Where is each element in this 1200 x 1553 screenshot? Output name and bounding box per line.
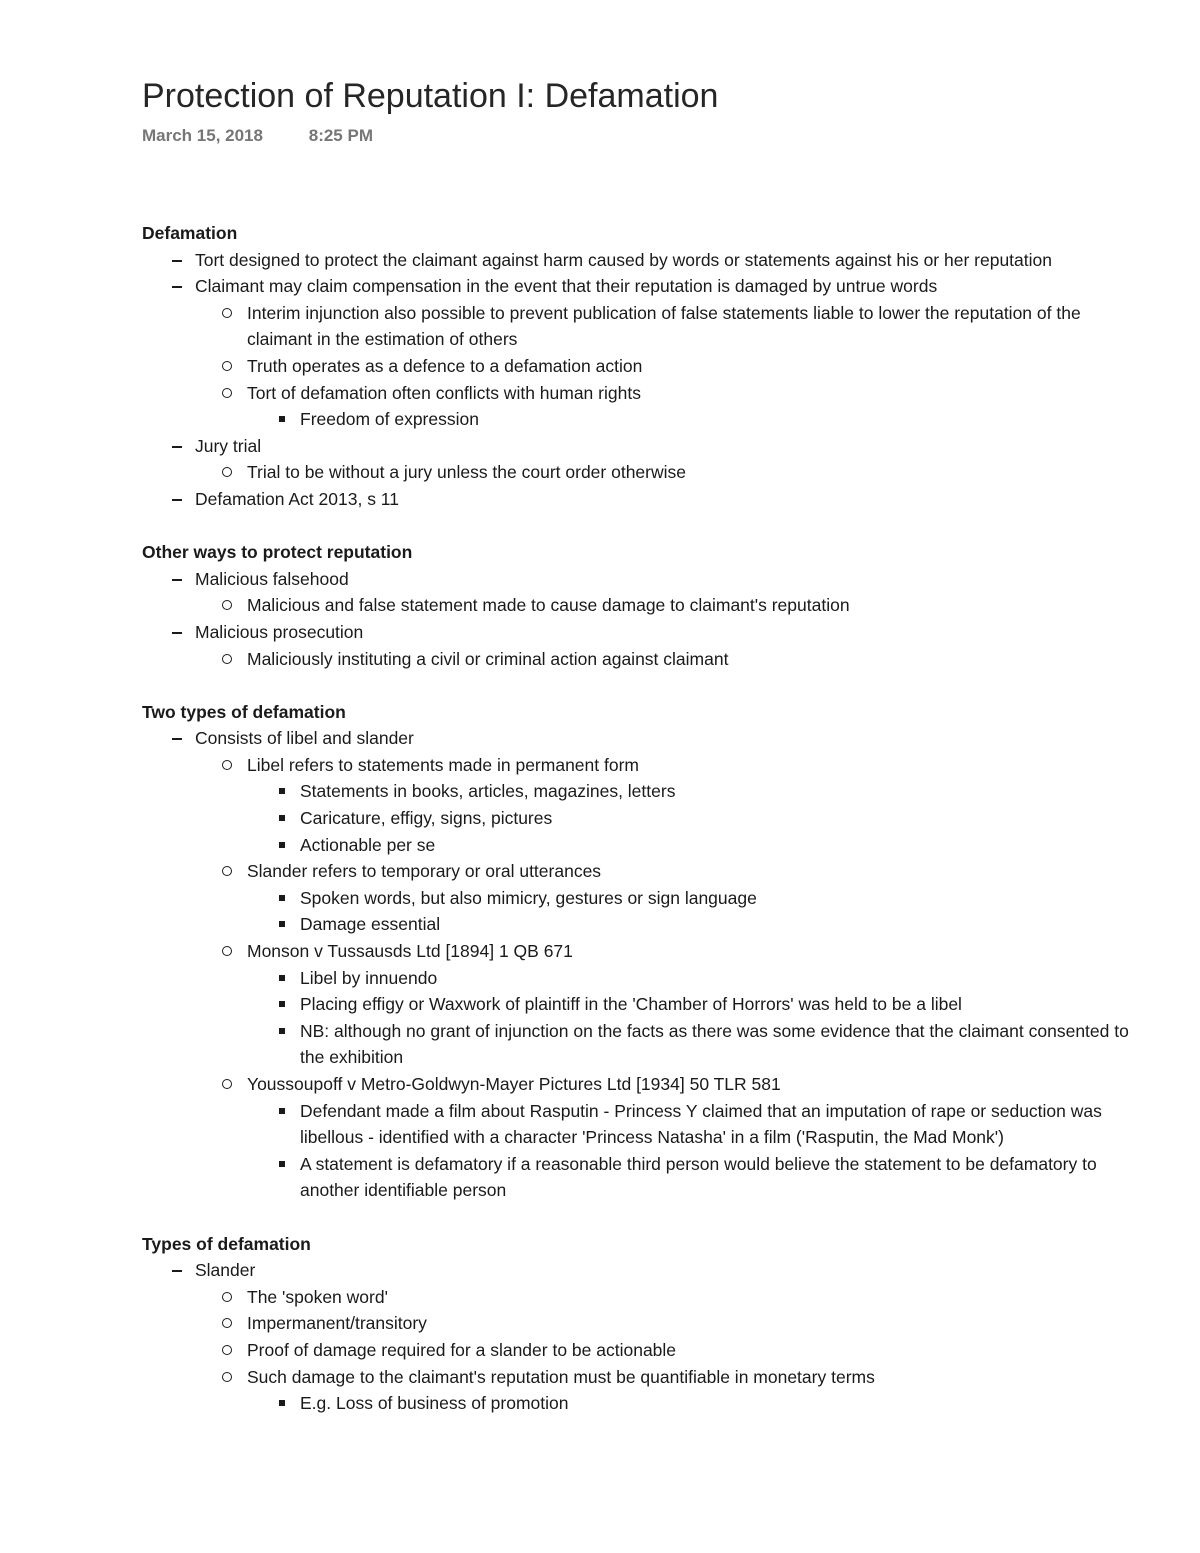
list-item <box>142 1071 1142 1098</box>
list-item <box>142 1364 1142 1391</box>
circle-bullet-icon <box>222 1079 232 1089</box>
list-item-text: Interim injunction also possible to prevent publication of false statements liable to lower the reputation of the claimant in the estimation of others <box>247 302 1081 350</box>
list-item <box>142 1257 1142 1284</box>
square-bullet-icon <box>279 416 285 422</box>
section <box>142 1231 1142 1417</box>
list-item <box>142 885 1142 912</box>
list-item-text: Maliciously instituting a civil or criminal action against claimant <box>247 648 729 669</box>
note-time: 8:25 PM <box>308 126 373 145</box>
dash-bullet-icon <box>172 579 182 581</box>
circle-bullet-icon <box>222 467 232 477</box>
list-item <box>142 725 1142 752</box>
list-item-text: E.g. Loss of business of promotion <box>300 1393 569 1414</box>
circle-bullet-icon <box>222 760 232 770</box>
list-item <box>142 805 1142 832</box>
list-item <box>142 1337 1142 1364</box>
list-item <box>142 619 1142 646</box>
list-item-text: Impermanent/transitory <box>247 1313 427 1334</box>
dash-bullet-icon <box>172 260 182 262</box>
dash-bullet-icon <box>172 446 182 448</box>
square-bullet-icon <box>279 842 285 848</box>
list-item-text: A statement is defamatory if a reasonable third person would believe the statement to be defamatory to another identifiable person <box>300 1153 1097 1201</box>
circle-bullet-icon <box>222 388 232 398</box>
list-item <box>142 646 1142 673</box>
list-item <box>142 1098 1142 1151</box>
list-item <box>142 566 1142 593</box>
circle-bullet-icon <box>222 308 232 318</box>
bullet-list <box>142 566 1142 672</box>
circle-bullet-icon <box>222 1318 232 1328</box>
section-heading: Other ways to protect reputation <box>142 542 413 563</box>
list-item <box>142 353 1142 380</box>
bullet-list <box>142 725 1142 1204</box>
circle-bullet-icon <box>222 1292 232 1302</box>
list-item <box>142 273 1142 300</box>
list-item-text: Tort of defamation often conflicts with human rights <box>247 382 641 403</box>
list-item-text: NB: although no grant of injunction on the facts as there was some evidence that the claimant consented to the exhibition <box>300 1020 1129 1068</box>
list-item <box>142 300 1142 353</box>
dash-bullet-icon <box>172 738 182 740</box>
list-item-text: Truth operates as a defence to a defamation action <box>247 355 643 376</box>
list-item-text: Slander <box>195 1260 256 1281</box>
square-bullet-icon <box>279 788 285 794</box>
square-bullet-icon <box>279 815 285 821</box>
list-item <box>142 406 1142 433</box>
list-item <box>142 778 1142 805</box>
square-bullet-icon <box>279 1400 285 1406</box>
square-bullet-icon <box>279 1108 285 1114</box>
list-item <box>142 1018 1142 1071</box>
note-timestamp <box>142 126 373 146</box>
list-item <box>142 459 1142 486</box>
list-item <box>142 247 1142 274</box>
list-item <box>142 1151 1142 1204</box>
list-item <box>142 938 1142 965</box>
list-item <box>142 911 1142 938</box>
list-item-text: Monson v Tussausds Ltd [1894] 1 QB 671 <box>247 941 573 962</box>
list-item-text: Malicious falsehood <box>195 568 349 589</box>
circle-bullet-icon <box>222 1372 232 1382</box>
circle-bullet-icon <box>222 866 232 876</box>
section-heading: Two types of defamation <box>142 701 346 722</box>
square-bullet-icon <box>279 921 285 927</box>
note-body <box>142 220 1142 1443</box>
list-item-text: Slander refers to temporary or oral utterances <box>247 861 602 882</box>
list-item <box>142 486 1142 513</box>
section <box>142 220 1142 513</box>
list-item-text: Jury trial <box>195 435 262 456</box>
square-bullet-icon <box>279 895 285 901</box>
bullet-list <box>142 247 1142 513</box>
list-item <box>142 433 1142 460</box>
list-item-text: Tort designed to protect the claimant against harm caused by words or statements against his or her reputation <box>195 249 1052 270</box>
list-item-text: Claimant may claim compensation in the event that their reputation is damaged by untrue words <box>195 276 938 297</box>
list-item <box>142 380 1142 407</box>
section-heading: Defamation <box>142 223 238 243</box>
list-item-text: Trial to be without a jury unless the court order otherwise <box>247 462 687 483</box>
list-item <box>142 1390 1142 1417</box>
list-item-text: Proof of damage required for a slander to be actionable <box>247 1339 677 1360</box>
dash-bullet-icon <box>172 286 182 288</box>
list-item-text: Consists of libel and slander <box>195 728 414 749</box>
list-item <box>142 592 1142 619</box>
list-item <box>142 1310 1142 1337</box>
list-item <box>142 832 1142 859</box>
section-heading: Types of defamation <box>142 1233 311 1254</box>
dash-bullet-icon <box>172 1270 182 1272</box>
section <box>142 699 1142 1204</box>
circle-bullet-icon <box>222 946 232 956</box>
list-item <box>142 991 1142 1018</box>
list-item-text: Libel by innuendo <box>300 967 438 988</box>
circle-bullet-icon <box>222 654 232 664</box>
section <box>142 539 1142 672</box>
list-item-text: Freedom of expression <box>300 409 479 430</box>
circle-bullet-icon <box>222 600 232 610</box>
list-item-text: Placing effigy or Waxwork of plaintiff in the 'Chamber of Horrors' was held to be a libel <box>300 994 962 1015</box>
dash-bullet-icon <box>172 632 182 634</box>
list-item-text: Caricature, effigy, signs, pictures <box>300 808 553 829</box>
list-item-text: Statements in books, articles, magazines, letters <box>300 781 676 802</box>
circle-bullet-icon <box>222 361 232 371</box>
square-bullet-icon <box>279 1028 285 1034</box>
list-item-text: Damage essential <box>300 914 441 935</box>
list-item <box>142 752 1142 779</box>
bullet-list <box>142 1257 1142 1417</box>
note-date: March 15, 2018 <box>142 126 263 145</box>
list-item-text: Defamation Act 2013, s 11 <box>195 488 399 509</box>
list-item-text: Defendant made a film about Rasputin - Princess Y claimed that an imputation of rape or seduction was libellous - identified with a character 'Princess Natasha' in a film ('Rasputin, the Mad Monk') <box>300 1100 1102 1148</box>
list-item-text: Spoken words, but also mimicry, gestures or sign language <box>300 887 757 908</box>
square-bullet-icon <box>279 975 285 981</box>
list-item <box>142 965 1142 992</box>
dash-bullet-icon <box>172 499 182 501</box>
list-item-text: Youssoupoff v Metro-Goldwyn-Mayer Pictures Ltd [1934] 50 TLR 581 <box>247 1074 781 1094</box>
square-bullet-icon <box>279 1001 285 1007</box>
square-bullet-icon <box>279 1161 285 1167</box>
list-item-text: Malicious and false statement made to cause damage to claimant's reputation <box>247 595 850 616</box>
circle-bullet-icon <box>222 1345 232 1355</box>
list-item-text: Actionable per se <box>300 834 436 855</box>
list-item <box>142 1284 1142 1311</box>
list-item-text: Such damage to the claimant's reputation must be quantifiable in monetary terms <box>247 1366 875 1387</box>
list-item-text: The 'spoken word' <box>247 1286 388 1307</box>
page-title: Protection of Reputation I: Defamation <box>142 77 719 115</box>
list-item-text: Malicious prosecution <box>195 621 364 642</box>
list-item <box>142 858 1142 885</box>
list-item-text: Libel refers to statements made in permanent form <box>247 754 639 775</box>
